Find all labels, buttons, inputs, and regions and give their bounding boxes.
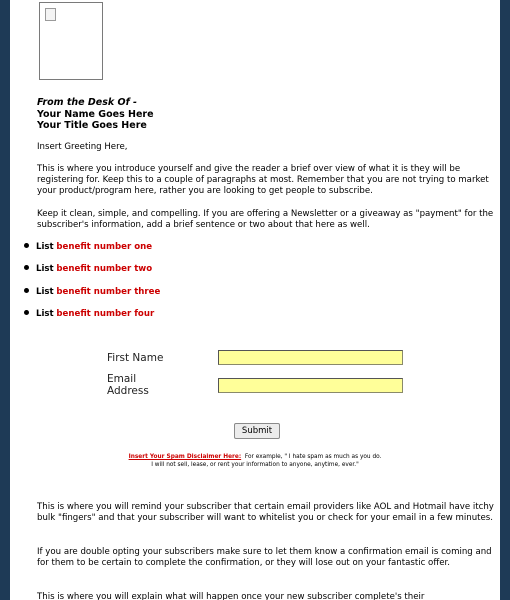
page-sheet bbox=[10, 0, 500, 600]
signature-block bbox=[37, 97, 154, 132]
bullet-icon bbox=[24, 310, 29, 315]
first-name-label: First Name bbox=[107, 352, 164, 364]
first-name-input[interactable] bbox=[218, 350, 403, 365]
closing-paragraph-2: If you are double opting your subscribers make sure to let them know a confirmation email is coming and for them to be certain to complete the confirmation, or they will lose out on your fantastic offer. bbox=[37, 547, 492, 568]
bullet-icon bbox=[24, 243, 29, 248]
greeting: Insert Greeting Here, bbox=[37, 142, 128, 152]
email-input[interactable] bbox=[218, 378, 403, 393]
benefit-item: List benefit number four bbox=[24, 309, 154, 319]
closing-paragraph-1: This is where you will remind your subscriber that certain email providers like AOL and Hotmail have itchy bulk "fingers" and that your subscriber will want to whitelist you or check for your email in a few minutes. bbox=[37, 502, 494, 523]
disclaimer-line-2: I will not sell, lease, or rent your information to anyone, anytime, ever." bbox=[151, 462, 359, 468]
disclaimer-heading: Insert Your Spam Disclaimer Here: bbox=[128, 454, 242, 460]
intro-paragraph-2: Keep it clean, simple, and compelling. If you are offering a Newsletter or a giveaway as "payment" for the subscriber's information, add a brief sentence or two about that here as well. bbox=[37, 209, 494, 230]
benefit-item: List benefit number three bbox=[24, 287, 160, 297]
intro-paragraph-1: This is where you introduce yourself and give the reader a brief over view of what it is they will be registering for. Keep this to a couple of paragraphs at most. Remember that you are not trying to market your product/program here, rather you are looking to get people to subscribe. bbox=[37, 164, 489, 196]
submit-button[interactable]: Submit bbox=[234, 423, 280, 439]
disclaimer-line-1: For example, " I hate spam as much as you do. bbox=[244, 454, 382, 460]
bullet-icon bbox=[24, 265, 29, 270]
benefit-item: List benefit number one bbox=[24, 242, 152, 252]
closing-paragraph-3: This is where you will explain what will happen once your new subscriber complete's their bbox=[37, 592, 425, 600]
spam-disclaimer bbox=[10, 453, 500, 469]
author-title: Your Title Goes Here bbox=[37, 120, 147, 131]
author-name: Your Name Goes Here bbox=[37, 108, 154, 120]
broken-image-icon bbox=[45, 8, 56, 21]
header-image-placeholder bbox=[39, 2, 103, 80]
email-label: Email Address bbox=[107, 373, 149, 397]
bullet-icon bbox=[24, 288, 29, 293]
benefit-item: List benefit number two bbox=[24, 264, 152, 274]
from-desk-line: From the Desk Of - bbox=[37, 97, 137, 108]
